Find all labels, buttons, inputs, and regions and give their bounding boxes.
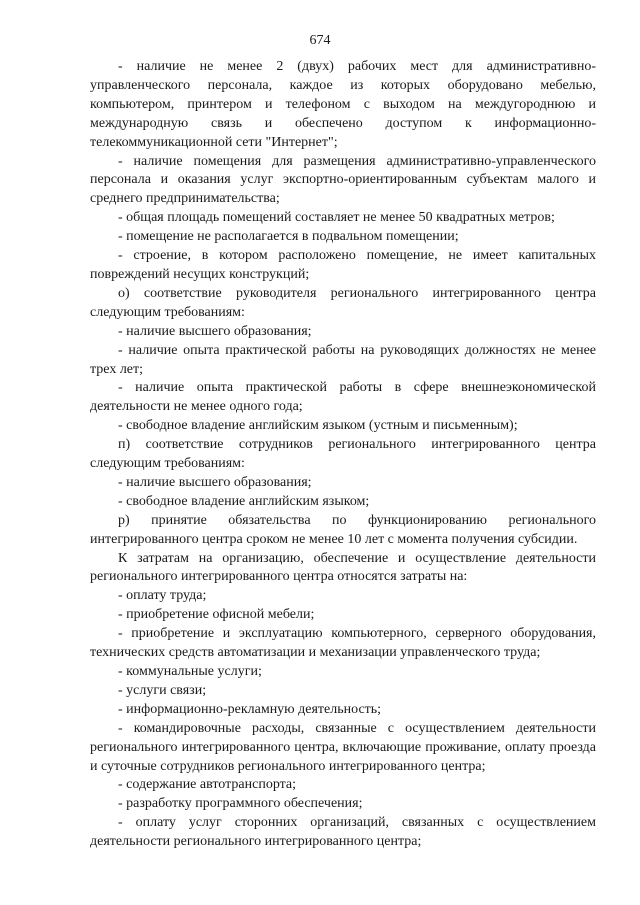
- paragraph-item-r: р) принятие обязательства по функционированию регионального интегрированного центра сроком не менее 10 лет с момента получения субсидии.: [90, 512, 596, 547]
- paragraph-cost-utilities: - коммунальные услуги;: [118, 664, 262, 679]
- paragraph-cost-vehicles: - содержание автотранспорта;: [118, 777, 297, 793]
- paragraph-cost-travel: - командировочные расходы, связанные с осуществлением деятельности регионального интегрированного центра, включающие проживание, оплату проезда и суточные сотрудников регионального интегрированного центра;: [90, 720, 596, 774]
- paragraph-not-basement: - помещение не располагается в подвальном помещении;: [118, 229, 459, 245]
- paragraph-staff-english: - свободное владение английским языком;: [118, 493, 370, 509]
- paragraph-cost-furniture: - приобретение офисной мебели;: [118, 607, 315, 623]
- paragraph-foreign-trade-experience: - наличие опыта практической работы в сфере внешнеэкономической деятельности не менее одного года;: [90, 380, 596, 415]
- paragraph-item-o: о) соответствие руководителя регионального интегрированного центра следующим требованиям:: [90, 285, 596, 320]
- paragraph-management-experience: - наличие опыта практической работы на руководящих должностях не менее трех лет;: [90, 342, 596, 377]
- paragraph-area: - общая площадь помещений составляет не менее 50 квадратных метров;: [118, 210, 555, 226]
- paragraph-costs-intro: К затратам на организацию, обеспечение и осуществление деятельности регионального интегрированного центра относятся затраты на:: [90, 550, 596, 585]
- page-number: 674: [309, 33, 331, 48]
- paragraph-cost-salary: - оплату труда;: [118, 588, 207, 604]
- paragraph-item-p: п) соответствие сотрудников регионального интегрированного центра следующим требованиям:: [90, 437, 596, 472]
- paragraph-cost-communication: - услуги связи;: [118, 682, 207, 698]
- paragraph-cost-equipment: - приобретение и эксплуатацию компьютерного, серверного оборудования, технических средств автоматизации и механизации управленческого труда;: [90, 626, 596, 661]
- paragraph-higher-education: - наличие высшего образования;: [118, 323, 312, 339]
- paragraph-staff-higher-education: - наличие высшего образования;: [118, 474, 312, 490]
- paragraph-cost-third-party: - оплату услуг сторонних организаций, связанных с осуществлением деятельности регионального интегрированного центра;: [90, 815, 596, 850]
- paragraph-no-damage: - строение, в котором расположено помещение, не имеет капитальных повреждений несущих конструкций;: [90, 248, 596, 282]
- paragraph-premises: - наличие помещения для размещения административно-управленческого персонала и оказания услуг экспортно-ориентированным субъектам малого и среднего предпринимательства;: [90, 153, 596, 207]
- paragraph-cost-software: - разработку программного обеспечения;: [118, 796, 363, 812]
- document-body: [90, 58, 596, 852]
- paragraph-english-fluency: - свободное владение английским языком (устным и письменным);: [118, 418, 518, 434]
- paragraph-cost-advertising: - информационно-рекламную деятельность;: [118, 701, 382, 717]
- paragraph-workplaces: - наличие не менее 2 (двух) рабочих мест для административно-управленческого персонала, каждое из которых оборудовано мебелью, компьютером, принтером и телефоном с выходом на междугороднюю и международную связь и обеспечено доступом к информационно-телекоммуникационной сети "Интернет";: [90, 59, 596, 150]
